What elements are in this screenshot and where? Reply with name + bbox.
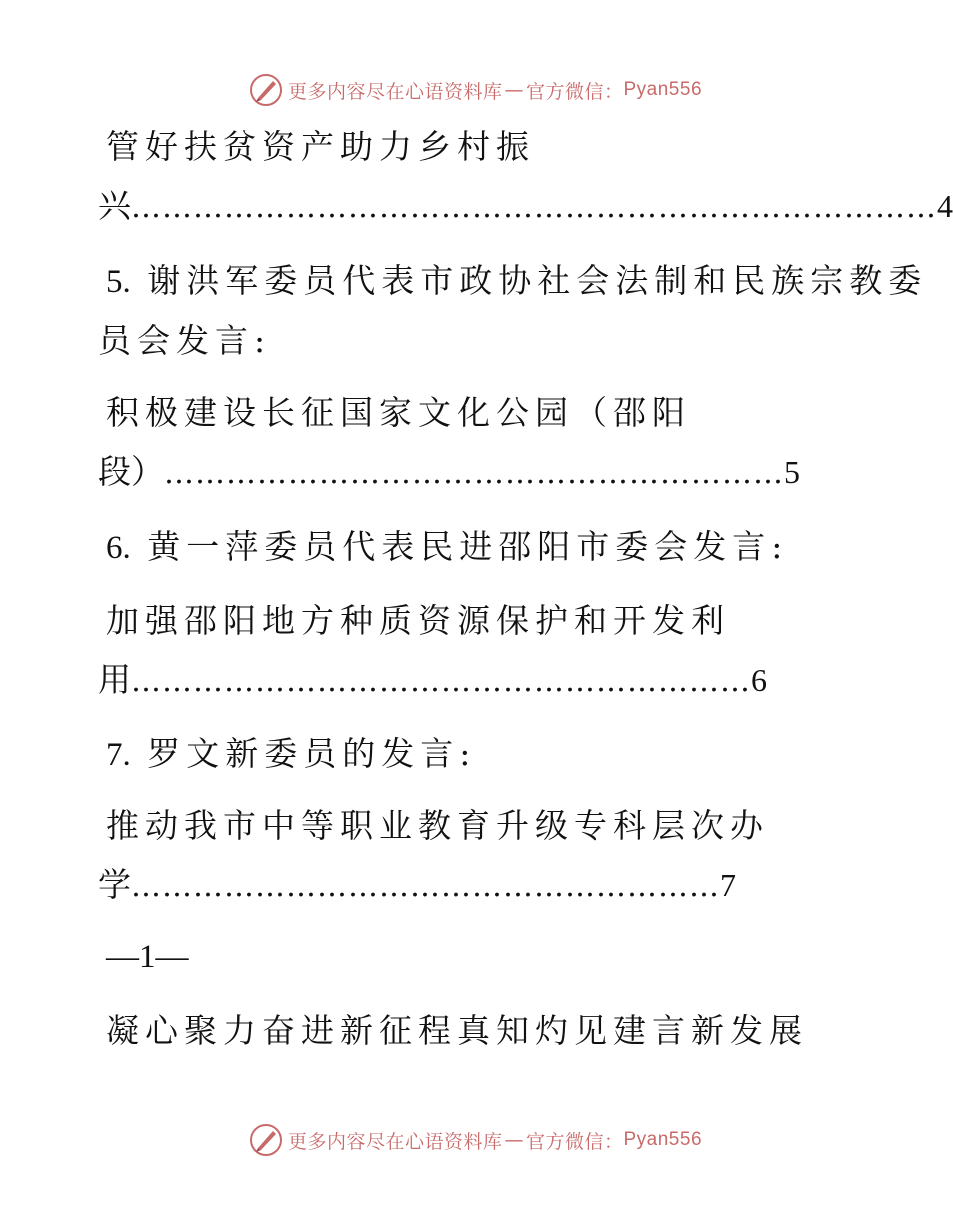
watermark-separator: — — [504, 1129, 524, 1151]
toc-entry-4-title: 管好扶贫资产助力乡村振 — [106, 127, 535, 166]
toc-entry-7-title: 推动我市中等职业教育升级专科层次办 — [106, 806, 769, 845]
toc-entry-5-continuation — [98, 452, 800, 494]
toc-entry-4-title-end: 兴 — [98, 186, 131, 225]
watermark-wechat-id: Pyan556 — [623, 1129, 703, 1150]
toc-entry-6-leader: …………………………………………………… — [131, 664, 751, 699]
toc-entry-6-continuation — [98, 660, 767, 702]
toc-entry-7-continuation — [98, 865, 736, 907]
watermark-banner-top — [0, 70, 950, 110]
watermark-text: 更多内容尽在心语资料库 — [287, 80, 503, 103]
toc-entry-6-number: 6. — [106, 530, 131, 566]
toc-entry-6-speaker-line1: 黄一萍委员代表民进邵阳市委会发言: — [147, 527, 789, 566]
toc-entry-4-leader: …………………………………………………………………… — [131, 190, 937, 225]
watermark-wechat-label: 官方微信： — [525, 1130, 624, 1153]
toc-entry-5-title: 积极建设长征国家文化公园（邵阳 — [106, 393, 691, 432]
toc-entry-4-continuation — [98, 186, 953, 228]
toc-entry-5-leader: …………………………………………………… — [164, 456, 784, 491]
watermark-separator: — — [504, 79, 524, 101]
page-number-footer: —1— — [106, 939, 189, 975]
toc-entry-7-speaker — [106, 734, 476, 775]
toc-entry-6-speaker — [106, 527, 788, 568]
toc-entry-7-speaker-line1: 罗文新委员的发言: — [147, 734, 477, 773]
toc-entry-5-speaker-line2: 员会发言: — [98, 321, 272, 360]
toc-entry-7-page: 7 — [720, 867, 736, 903]
watermark-wechat-id: Pyan556 — [623, 79, 703, 100]
toc-entry-4-page: 4 — [937, 188, 953, 224]
toc-entry-5-speaker — [106, 261, 927, 302]
toc-entry-6-title: 加强邵阳地方种质资源保护和开发利 — [106, 601, 730, 640]
watermark-wechat-label: 官方微信： — [525, 80, 624, 103]
toc-entry-7-leader: ………………………………………………… — [131, 869, 720, 904]
watermark-text: 更多内容尽在心语资料库 — [287, 1130, 503, 1153]
toc-entry-7-title-end: 学 — [98, 865, 131, 904]
quill-logo-icon — [248, 1122, 284, 1158]
toc-entry-5-page: 5 — [784, 454, 800, 490]
watermark-banner-bottom — [0, 1120, 950, 1160]
toc-entry-6-page: 6 — [751, 662, 767, 698]
toc-entry-5-speaker-line1: 谢洪军委员代表市政协社会法制和民族宗教委 — [147, 261, 928, 300]
section-title: 凝心聚力奋进新征程真知灼见建言新发展 — [106, 1011, 808, 1050]
quill-logo-icon — [248, 72, 284, 108]
toc-entry-7-number: 7. — [106, 737, 131, 773]
toc-entry-6-title-end: 用 — [98, 660, 131, 699]
toc-entry-5-title-end: 段） — [98, 452, 164, 491]
toc-entry-5-number: 5. — [106, 264, 131, 300]
